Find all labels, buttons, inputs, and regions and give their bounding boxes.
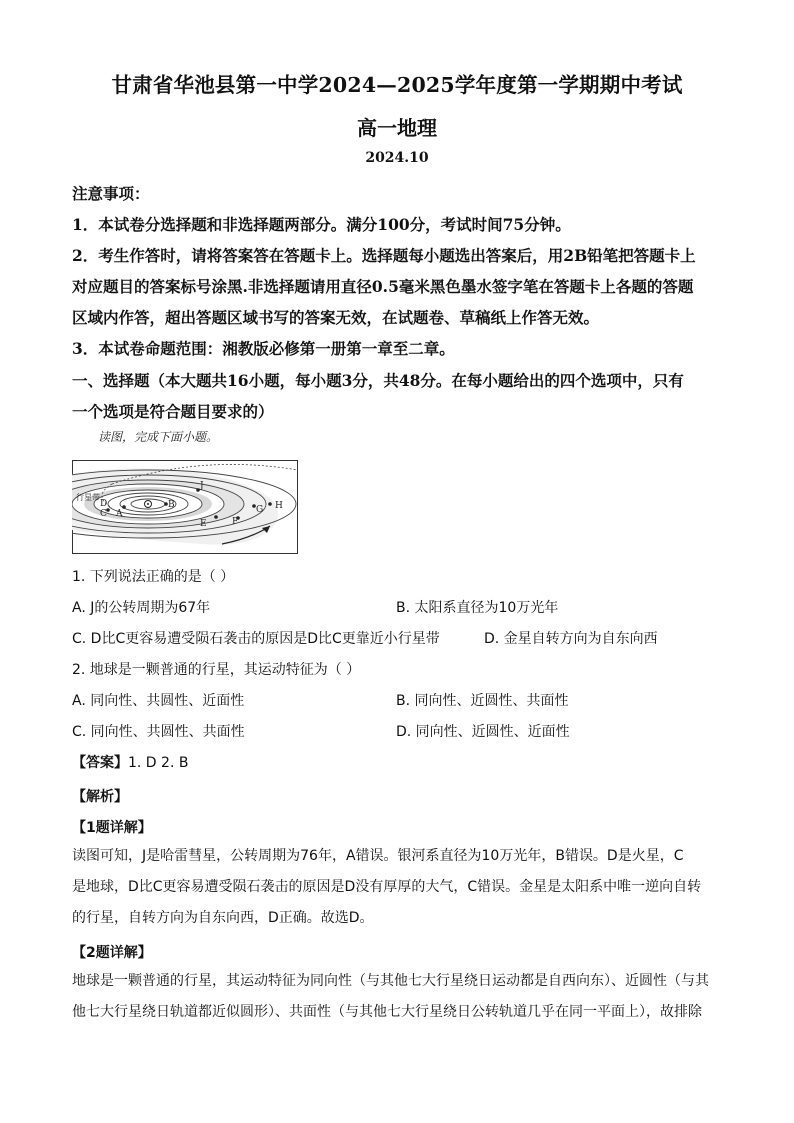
- question-1-stem: 1. 下列说法正确的是（ ）: [72, 569, 235, 585]
- figure-label-b: B: [168, 500, 175, 510]
- detail-2-label: 【2题详解】: [72, 945, 152, 961]
- detail-1-line-2: 是地球，D比C更容易遭受陨石袭击的原因是D没有厚厚的大气，C错误。金星是太阳系中唯一逆向自转: [72, 879, 702, 895]
- notes-item-2: 2．考生作答时，请将答案答在答题卡上。选择题每小题选出答案后，用2B铅笔把答题卡上: [72, 246, 696, 265]
- figure-label-e: E: [200, 519, 207, 529]
- notes-item-3: 3．本试卷命题范围：湘教版必修第一册第一章至二章。: [72, 339, 455, 358]
- question-2-option-b: B. 同向性、近圆性、共面性: [396, 693, 569, 709]
- question-2-option-d: D. 同向性、近圆性、近面性: [396, 724, 570, 740]
- question-1-option-b: B. 太阳系直径为10万光年: [396, 600, 559, 616]
- notes-item-2-cont2: 区域内作答，超出答题区域书写的答案无效，在试题卷、草稿纸上作答无效。: [72, 308, 600, 327]
- exam-date: 2024.10: [365, 150, 429, 166]
- exam-subject: 高一地理: [357, 116, 437, 140]
- figure-label-d: D: [100, 499, 108, 509]
- figure-label-c: C: [100, 509, 107, 519]
- section-heading-cont: 一个选项是符合题目要求的）: [72, 402, 274, 421]
- question-1-option-a: A. J的公转周期为67年: [72, 600, 211, 616]
- figure-label-h: H: [275, 501, 283, 511]
- notes-heading: 注意事项：: [72, 184, 150, 203]
- question-2-option-a: A. 同向性、共圆性、近面性: [72, 693, 245, 709]
- notes-item-2-cont: 对应题目的答案标号涂黑.非选择题请用直径0.5毫米黑色墨水签字笔在答题卡上各题的答题: [72, 277, 694, 296]
- figure-label-g: G: [256, 505, 264, 515]
- detail-2-line-1: 地球是一颗普通的行星，其运动特征为同向性（与其他七大行星绕日运动都是自西向东）、近圆性（与其: [72, 973, 709, 989]
- answer-value: 1. D 2. B: [128, 755, 189, 771]
- analysis-label: 【解析】: [72, 789, 128, 805]
- question-1-option-d: D. 金星自转方向为自东向西: [484, 631, 658, 647]
- detail-1-line-3: 的行星，自转方向为自东向西，D正确。故选D。: [72, 910, 374, 926]
- figure-label-belt: 行星带: [76, 493, 100, 502]
- detail-1-label: 【1题详解】: [72, 820, 152, 836]
- answer-line: [72, 752, 188, 774]
- figure-label-f: F: [232, 517, 239, 527]
- figure-label-a: A: [116, 509, 123, 519]
- figure-prompt: 读图，完成下面小题。: [98, 430, 219, 444]
- question-2-option-c: C. 同向性、共圆性、共面性: [72, 724, 245, 740]
- notes-item-1: 1．本试卷分选择题和非选择题两部分。满分100分，考试时间75分钟。: [72, 215, 571, 234]
- solar-system-figure: [72, 460, 298, 554]
- detail-1-line-1: 读图可知，J是哈雷彗星，公转周期为76年，A错误。银河系直径为10万光年，B错误。D是火星，C: [72, 848, 684, 864]
- question-2-stem: 2. 地球是一颗普通的行星，其运动特征为（ ）: [72, 662, 361, 678]
- exam-title: 甘肃省华池县第一中学2024—2025学年度第一学期期中考试: [111, 73, 683, 97]
- question-1-option-c: C. D比C更容易遭受陨石袭击的原因是D比C更靠近小行星带: [72, 631, 440, 647]
- section-heading: 一、选择题（本大题共16小题，每小题3分，共48分。在每小题给出的四个选项中，只有: [72, 371, 684, 390]
- answer-label: 【答案】: [72, 755, 128, 771]
- detail-2-line-2: 他七大行星绕日轨道都近似圆形）、共面性（与其他七大行星绕日公转轨道几乎在同一平面上），故排除: [72, 1004, 702, 1020]
- figure-label-j: J: [200, 481, 204, 491]
